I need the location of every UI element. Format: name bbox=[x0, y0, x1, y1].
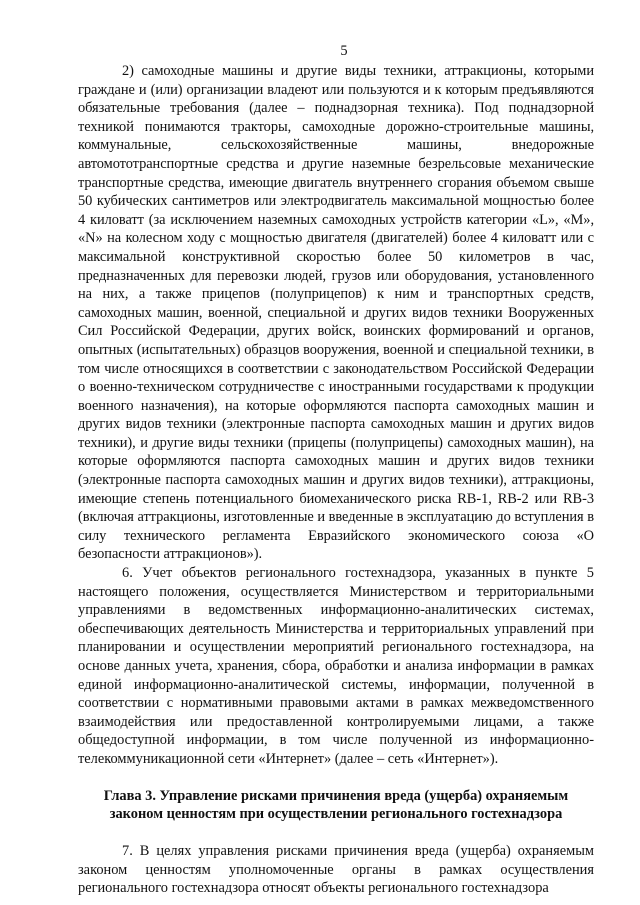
chapter-title: Глава 3. Управление рисками причинения вреда (ущерба) охраняемым законом ценностям при осуществлении регионального гостехнадзора bbox=[103, 787, 569, 823]
page-number: 5 bbox=[340, 43, 348, 59]
paragraph-item-2: 2) самоходные машины и другие виды техники, аттракционы, которыми граждане и (или) организации владеют или пользуются и к которым предъявляются обязательные требования (далее – поднадзорная техника). Под поднадзорной техникой понимаются тракторы, самоходные дорожно-строительные машины, коммунальные, сельскохозяйственные машины, внедорожные автомототранспортные средства и другие наземные безрельсовые механические транспортные средства, имеющие двигатель внутреннего сгорания объемом свыше 50 кубических сантиметров или электродвигатель максимальной мощностью более 4 киловатт (за исключением наземных самоходных устройств категории «L», «M», «N» на колесном ходу с мощностью двигателя (двигателей) более 4 киловатт или с максимальной конструктивной скоростью более 50 километров в час, предназначенных для перевозки людей, грузов или оборудования, установленного на них, а также прицепов (полуприцепов) к ним и транспортных средств, самоходных машин, военной, специальной и других видов техники Вооруженных Сил Российской Федерации, других войск, воинских формирований и органов, опытных (испытательных) образцов вооружения, военной и специальной техники, в том числе относящихся в соответствии с законодательством Российской Федерации о военно-техническом сотрудничестве с иностранными государствами к продукции военного назначения), на которые оформляются паспорта самоходных машин и других видов техники (электронные паспорта самоходных машин и других видов техники), и другие виды техники (прицепы (полуприцепы) самоходных машин), на которые оформляются паспорта самоходных машин и других видов техники (электронные паспорта самоходных машин и других видов техники), аттракционы, имеющие степень потенциального биомеханического риска RB-1, RB-2 или RB-3 (включая аттракционы, изготовленные и введенные в эксплуатацию до вступления в силу технического регламента Евразийского экономического союза «О безопасности аттракционов»). bbox=[78, 63, 594, 563]
paragraph-item-7: 7. В целях управления рисками причинения вреда (ущерба) охраняемым законом ценностям уполномоченные органы в рамках осуществления регионального гостехнадзора относят объекты регионального гостехнадзора bbox=[78, 843, 594, 897]
paragraph-item-6: 6. Учет объектов регионального гостехнадзора, указанных в пункте 5 настоящего положения, осуществляется Министерством и территориальными управлениями в ведомственных информационно-аналитических системах, обеспечивающих деятельность Министерства и территориальных управлений при планировании и осуществлении мероприятий регионального гостехнадзора, на основе данных учета, хранения, сбора, обработки и анализа информации в рамках единой информационно-аналитической системы, информации, полученной в соответствии с нормативными правовыми актами в рамках межведомственного взаимодействия или предоставленной контролируемыми лицами, а также общедоступной информации, в том числе полученной из информационно-телекоммуникационной сети «Интернет» (далее – сеть «Интернет»). bbox=[78, 565, 594, 767]
